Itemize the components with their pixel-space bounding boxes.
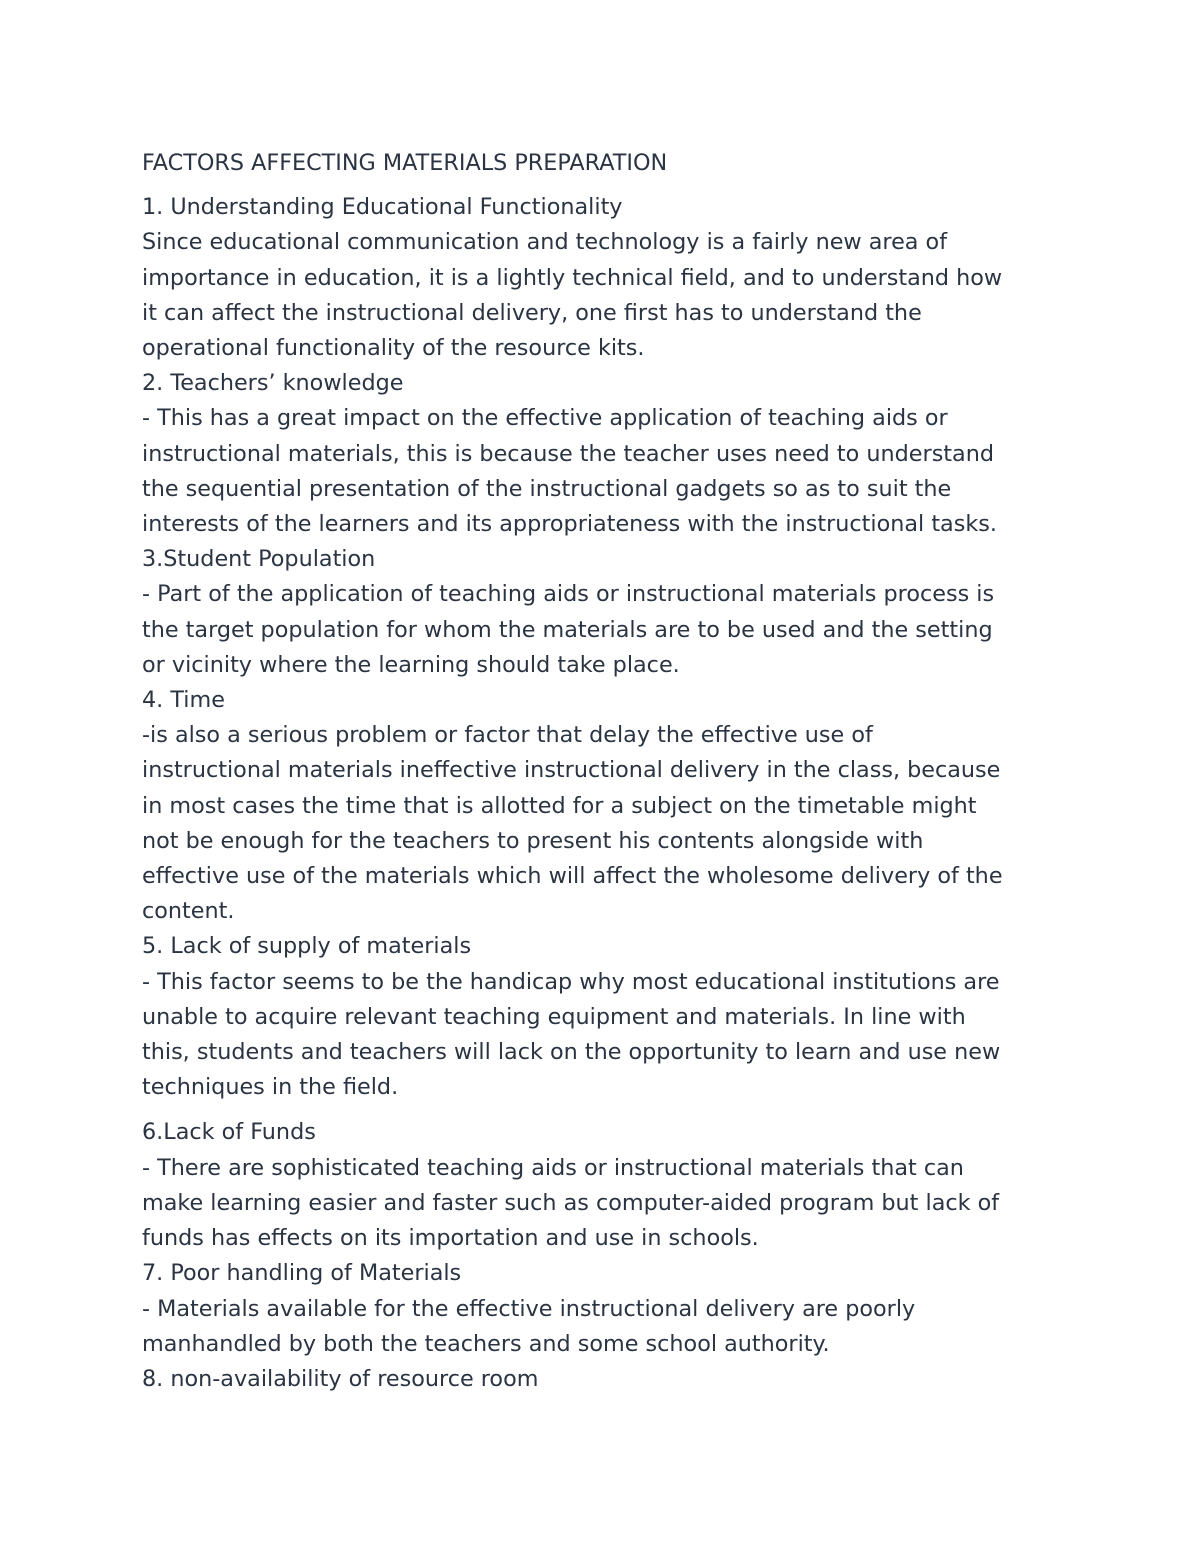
section-heading: 3.Student Population bbox=[142, 546, 376, 573]
section-line: - Part of the application of teaching aids or instructional materials process is bbox=[142, 581, 995, 608]
section-lack-of-funds bbox=[142, 1115, 1072, 1256]
section-line: make learning easier and faster such as computer-aided program but lack of bbox=[142, 1189, 1000, 1216]
section-line: the sequential presentation of the instructional gadgets so as to suit the bbox=[142, 475, 952, 502]
section-heading: 6.Lack of Funds bbox=[142, 1119, 316, 1146]
section-non-availability-resource-room bbox=[142, 1362, 1072, 1397]
section-understanding-educational-functionality bbox=[142, 190, 1072, 366]
section-line: it can affect the instructional delivery, one first has to understand the bbox=[142, 299, 922, 326]
section-line: Since educational communication and technology is a fairly new area of bbox=[142, 229, 948, 256]
section-line: funds has effects on its importation and use in schools. bbox=[142, 1225, 759, 1252]
section-line: instructional materials ineffective instructional delivery in the class, because bbox=[142, 757, 1001, 784]
section-heading: 4. Time bbox=[142, 687, 225, 714]
section-line: manhandled by both the teachers and some school authority. bbox=[142, 1330, 830, 1357]
section-heading: 8. non-availability of resource room bbox=[142, 1365, 539, 1392]
section-line: interests of the learners and its appropriateness with the instructional tasks. bbox=[142, 511, 997, 538]
section-line: this, students and teachers will lack on the opportunity to learn and use new bbox=[142, 1039, 1001, 1066]
section-line: - This factor seems to be the handicap why most educational institutions are bbox=[142, 968, 1000, 995]
section-teachers-knowledge bbox=[142, 366, 1072, 542]
section-poor-handling bbox=[142, 1256, 1072, 1362]
section-line: techniques in the field. bbox=[142, 1074, 399, 1101]
section-line: or vicinity where the learning should take place. bbox=[142, 651, 680, 678]
section-line: instructional materials, this is because the teacher uses need to understand bbox=[142, 440, 994, 467]
section-line: effective use of the materials which will affect the wholesome delivery of the bbox=[142, 863, 1003, 890]
section-line: unable to acquire relevant teaching equipment and materials. In line with bbox=[142, 1003, 966, 1030]
section-line: -is also a serious problem or factor that delay the effective use of bbox=[142, 722, 873, 749]
section-lack-of-supply bbox=[142, 929, 1072, 1105]
section-time bbox=[142, 683, 1072, 929]
section-line: content. bbox=[142, 898, 235, 925]
section-heading: 7. Poor handling of Materials bbox=[142, 1260, 462, 1287]
section-line: - There are sophisticated teaching aids or instructional materials that can bbox=[142, 1154, 964, 1181]
section-line: - Materials available for the effective instructional delivery are poorly bbox=[142, 1295, 916, 1322]
section-line: operational functionality of the resource kits. bbox=[142, 335, 645, 362]
document-title: FACTORS AFFECTING MATERIALS PREPARATION bbox=[142, 150, 668, 176]
document-body bbox=[142, 146, 1072, 1397]
section-heading: 2. Teachers’ knowledge bbox=[142, 370, 404, 397]
section-line: not be enough for the teachers to present his contents alongside with bbox=[142, 827, 924, 854]
section-line: in most cases the time that is allotted for a subject on the timetable might bbox=[142, 792, 977, 819]
section-line: importance in education, it is a lightly technical field, and to understand how bbox=[142, 264, 1003, 291]
section-heading: 1. Understanding Educational Functionality bbox=[142, 194, 623, 221]
section-student-population bbox=[142, 542, 1072, 683]
section-heading: 5. Lack of supply of materials bbox=[142, 933, 472, 960]
section-line: the target population for whom the materials are to be used and the setting bbox=[142, 616, 993, 643]
section-line: - This has a great impact on the effective application of teaching aids or bbox=[142, 405, 948, 432]
